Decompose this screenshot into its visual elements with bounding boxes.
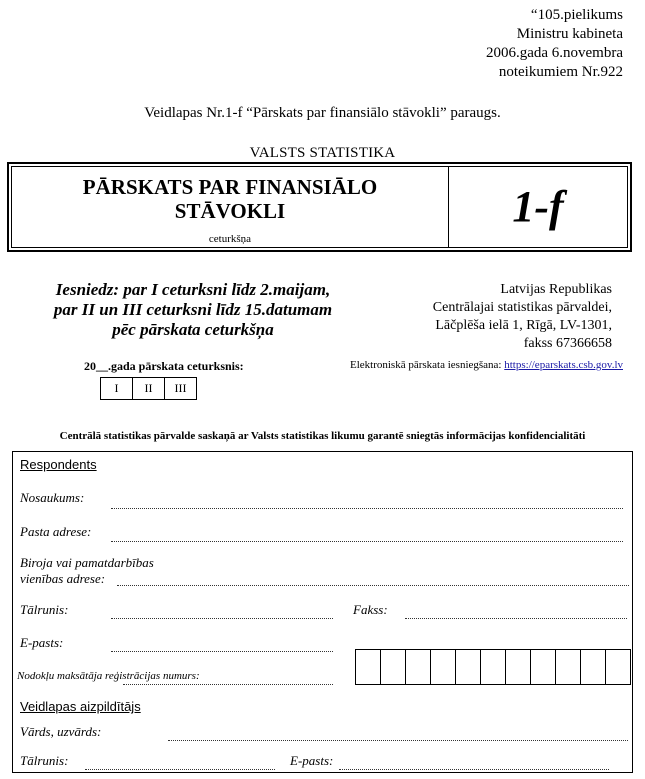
tax-number-cell[interactable] [480, 649, 506, 685]
filler-email-label: E-pasts: [290, 753, 334, 768]
form-title [12, 175, 448, 223]
tax-number-label: Nodokļu maksātāja reģistrācijas numurs: [17, 670, 200, 682]
office-address-label-line: vienības adrese: [20, 571, 106, 586]
annex-line: noteikumiem Nr.922 [498, 64, 623, 80]
email-label: E-pasts: [20, 635, 64, 650]
deadline-line: Iesniedz: par I ceturksni līdz 2.maijam, [55, 280, 331, 299]
recipient-line: Lāčplēša ielā 1, Rīgā, LV-1301, [435, 318, 612, 333]
annex-reference [486, 6, 623, 82]
electronic-submission-label: Elektroniskā pārskata iesniegšana: [349, 359, 502, 371]
deadline-line: pēc pārskata ceturkšņa [112, 320, 274, 339]
form-code: 1-f [512, 182, 564, 231]
phone-field[interactable] [111, 618, 333, 619]
annex-line: “105.pielikums [530, 7, 623, 23]
phone-label: Tālrunis: [20, 602, 69, 617]
filler-section-title: Veidlapas aizpildītājs [20, 699, 141, 714]
tax-number-dotline [123, 684, 333, 685]
fax-field[interactable] [405, 618, 627, 619]
filler-name-field[interactable] [168, 740, 628, 741]
quarter-selector [100, 377, 197, 400]
postal-address-label: Pasta adrese: [20, 524, 92, 539]
electronic-submission [350, 359, 623, 371]
quarter-box-2[interactable]: II [132, 377, 165, 400]
annex-line: 2006.gada 6.novembra [485, 45, 623, 61]
tax-number-cell[interactable] [380, 649, 406, 685]
respondent-form [12, 451, 633, 773]
form-title-line: PĀRSKATS PAR FINANSIĀLO [82, 175, 378, 199]
filler-name-label: Vārds, uzvārds: [20, 724, 102, 739]
state-statistics-label: VALSTS STATISTIKA [249, 145, 396, 161]
postal-address-field[interactable] [111, 541, 623, 542]
name-field[interactable] [111, 508, 623, 509]
tax-number-cell[interactable] [505, 649, 531, 685]
form-header-inner [11, 166, 628, 248]
form-title-line: STĀVOKLI [174, 199, 286, 223]
email-field[interactable] [111, 651, 333, 652]
tax-number-cell[interactable] [455, 649, 481, 685]
filler-phone-field[interactable] [85, 769, 275, 770]
quarter-box-1[interactable]: I [100, 377, 133, 400]
fax-label: Fakss: [353, 602, 388, 617]
tax-number-cell[interactable] [430, 649, 456, 685]
submission-deadline [33, 280, 353, 340]
deadline-line: par II un III ceturksni līdz 15.datumam [53, 300, 333, 319]
confidentiality-notice: Centrālā statistikas pārvalde saskaņā ar Valsts statistikas likumu garantē sniegtās informācijas konfidencialitāti [59, 430, 586, 442]
electronic-submission-link[interactable]: https://eparskats.csb.gov.lv [504, 359, 623, 371]
tax-number-cell[interactable] [580, 649, 606, 685]
tax-number-cell[interactable] [405, 649, 431, 685]
tax-number-cell[interactable] [530, 649, 556, 685]
tax-number-cell[interactable] [605, 649, 631, 685]
tax-number-cells [355, 649, 631, 685]
tax-number-cell[interactable] [355, 649, 381, 685]
office-address-label [20, 555, 154, 587]
recipient-line: Latvijas Republikas [500, 282, 612, 297]
filler-phone-label: Tālrunis: [20, 753, 69, 768]
recipient-line: fakss 67366658 [523, 336, 612, 351]
form-header-box [7, 162, 632, 252]
tax-number-cell[interactable] [555, 649, 581, 685]
reporting-year-label: 20__.gada pārskata ceturksnis: [84, 359, 244, 373]
recipient-address [433, 281, 612, 353]
name-label: Nosaukums: [20, 490, 85, 505]
recipient-line: Centrālajai statistikas pārvaldei, [432, 300, 612, 315]
form-period: ceturkšņa [208, 233, 252, 245]
office-address-label-line: Biroja vai pamatdarbības [20, 555, 154, 570]
respondent-section-title: Respondents [20, 457, 97, 472]
filler-email-field[interactable] [339, 769, 609, 770]
annex-line: Ministru kabineta [516, 26, 623, 42]
office-address-field[interactable] [117, 585, 629, 586]
sample-caption: Veidlapas Nr.1-f “Pārskats par finansiālo stāvokli” paraugs. [144, 105, 501, 121]
quarter-box-3[interactable]: III [164, 377, 197, 400]
